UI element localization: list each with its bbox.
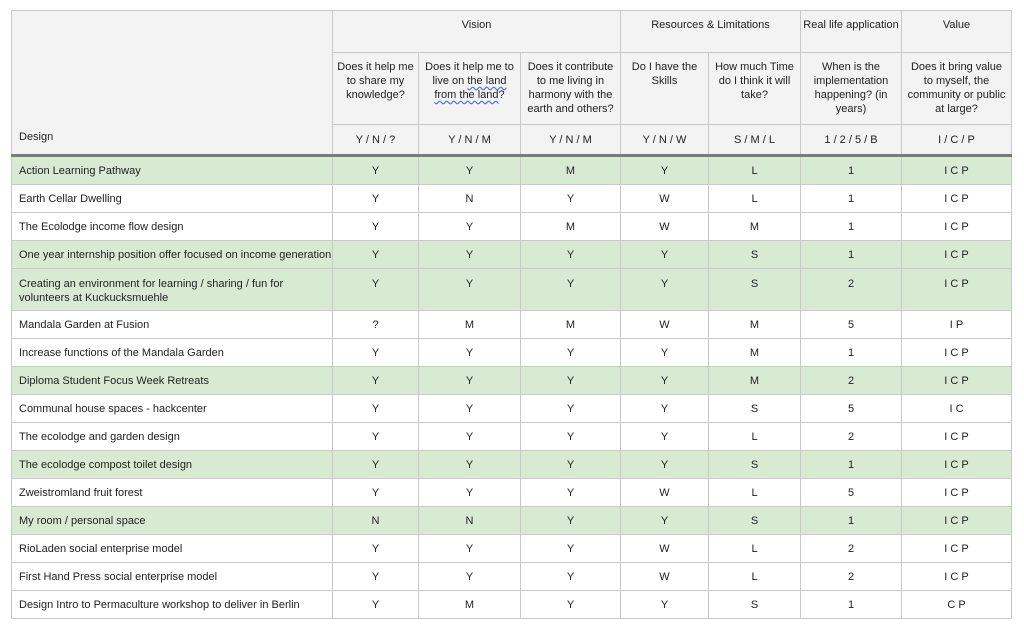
harmony-cell[interactable]: Y: [521, 367, 621, 395]
implementation-years-cell[interactable]: 5: [801, 395, 902, 423]
skills-cell[interactable]: Y: [621, 423, 709, 451]
harmony-cell[interactable]: Y: [521, 451, 621, 479]
value-cell[interactable]: I C P: [902, 423, 1012, 451]
skills-cell[interactable]: W: [621, 185, 709, 213]
share-knowledge-cell[interactable]: Y: [333, 339, 419, 367]
time-question[interactable]: How much Time do I think it will take?: [709, 53, 801, 125]
live-on-land-key[interactable]: Y / N / M: [419, 125, 521, 156]
skills-cell[interactable]: Y: [621, 241, 709, 269]
skills-cell[interactable]: Y: [621, 269, 709, 311]
time-cell[interactable]: L: [709, 535, 801, 563]
harmony-cell[interactable]: Y: [521, 535, 621, 563]
share-knowledge-cell[interactable]: Y: [333, 185, 419, 213]
share-knowledge-cell[interactable]: Y: [333, 269, 419, 311]
table-row: [12, 423, 1012, 451]
design-rows: [12, 156, 1012, 619]
time-cell[interactable]: S: [709, 269, 801, 311]
skills-cell[interactable]: Y: [621, 591, 709, 619]
vision-group-header[interactable]: Vision: [333, 11, 621, 53]
bring-value-question[interactable]: Does it bring value to myself, the community or public at large?: [902, 53, 1012, 125]
time-cell[interactable]: S: [709, 451, 801, 479]
harmony-cell[interactable]: Y: [521, 423, 621, 451]
time-cell[interactable]: S: [709, 507, 801, 535]
table-row: [12, 451, 1012, 479]
value-cell[interactable]: C P: [902, 591, 1012, 619]
harmony-cell[interactable]: Y: [521, 563, 621, 591]
design-name-cell[interactable]: My room / personal space: [12, 507, 333, 535]
harmony-cell[interactable]: Y: [521, 185, 621, 213]
table-row: [12, 185, 1012, 213]
harmony-key[interactable]: Y / N / M: [521, 125, 621, 156]
table-row: [12, 395, 1012, 423]
share-knowledge-cell[interactable]: Y: [333, 563, 419, 591]
spellcheck-underlined-text: the land from the land: [434, 75, 507, 101]
harmony-cell[interactable]: Y: [521, 241, 621, 269]
time-cell[interactable]: M: [709, 213, 801, 241]
design-name-cell[interactable]: The ecolodge compost toilet design: [12, 451, 333, 479]
implementation-question[interactable]: When is the implementation happening? (in years): [801, 53, 902, 125]
harmony-cell[interactable]: Y: [521, 395, 621, 423]
harmony-cell[interactable]: Y: [521, 479, 621, 507]
time-cell[interactable]: L: [709, 563, 801, 591]
implementation-years-cell[interactable]: 2: [801, 367, 902, 395]
table-row: [12, 156, 1012, 185]
live-on-land-cell[interactable]: N: [419, 507, 521, 535]
share-knowledge-cell[interactable]: N: [333, 507, 419, 535]
value-cell[interactable]: I C P: [902, 269, 1012, 311]
skills-cell[interactable]: W: [621, 311, 709, 339]
implementation-years-cell[interactable]: 1: [801, 213, 902, 241]
live-on-land-question[interactable]: [419, 53, 521, 125]
table-row: [12, 479, 1012, 507]
bring-value-key[interactable]: I / C / P: [902, 125, 1012, 156]
share-knowledge-cell[interactable]: Y: [333, 156, 419, 185]
value-cell[interactable]: I C P: [902, 507, 1012, 535]
value-group-header[interactable]: Value: [902, 11, 1012, 53]
time-cell[interactable]: M: [709, 339, 801, 367]
time-cell[interactable]: M: [709, 311, 801, 339]
design-name-cell[interactable]: Design Intro to Permaculture workshop to deliver in Berlin: [12, 591, 333, 619]
value-cell[interactable]: I C P: [902, 451, 1012, 479]
time-cell[interactable]: L: [709, 156, 801, 185]
harmony-cell[interactable]: Y: [521, 269, 621, 311]
table-row: [12, 591, 1012, 619]
value-cell[interactable]: I C P: [902, 185, 1012, 213]
real-life-group-header[interactable]: Real life application: [801, 11, 902, 53]
value-cell[interactable]: I C P: [902, 241, 1012, 269]
share-knowledge-cell[interactable]: Y: [333, 591, 419, 619]
value-cell[interactable]: I C: [902, 395, 1012, 423]
live-on-land-cell[interactable]: Y: [419, 156, 521, 185]
harmony-cell[interactable]: M: [521, 156, 621, 185]
implementation-years-cell[interactable]: 2: [801, 269, 902, 311]
implementation-years-cell[interactable]: 1: [801, 339, 902, 367]
live-on-land-cell[interactable]: Y: [419, 451, 521, 479]
table-row: [12, 507, 1012, 535]
live-on-land-cell[interactable]: Y: [419, 367, 521, 395]
live-on-land-cell[interactable]: M: [419, 591, 521, 619]
skills-question[interactable]: Do I have the Skills: [621, 53, 709, 125]
live-on-land-cell[interactable]: Y: [419, 395, 521, 423]
design-name-cell[interactable]: Mandala Garden at Fusion: [12, 311, 333, 339]
design-name-cell[interactable]: RioLaden social enterprise model: [12, 535, 333, 563]
live-on-land-question-start: Does it help me to live on: [425, 61, 514, 87]
skills-cell[interactable]: Y: [621, 395, 709, 423]
share-knowledge-question[interactable]: Does it help me to share my knowledge?: [333, 53, 419, 125]
design-name-cell[interactable]: One year internship position offer focused on income generation: [12, 241, 333, 269]
value-cell[interactable]: I C P: [902, 156, 1012, 185]
harmony-cell[interactable]: Y: [521, 591, 621, 619]
design-name-cell[interactable]: Earth Cellar Dwelling: [12, 185, 333, 213]
implementation-years-cell[interactable]: 1: [801, 591, 902, 619]
live-on-land-cell[interactable]: Y: [419, 339, 521, 367]
implementation-years-cell[interactable]: 2: [801, 535, 902, 563]
live-on-land-cell[interactable]: N: [419, 185, 521, 213]
design-name-cell[interactable]: Diploma Student Focus Week Retreats: [12, 367, 333, 395]
table-row: [12, 269, 1012, 311]
skills-cell[interactable]: W: [621, 535, 709, 563]
group-header-row: [12, 11, 1012, 53]
share-knowledge-cell[interactable]: ?: [333, 311, 419, 339]
implementation-years-cell[interactable]: 1: [801, 156, 902, 185]
share-knowledge-cell[interactable]: Y: [333, 535, 419, 563]
implementation-years-cell[interactable]: 1: [801, 185, 902, 213]
design-name-cell[interactable]: Action Learning Pathway: [12, 156, 333, 185]
value-cell[interactable]: I C P: [902, 479, 1012, 507]
table-row: [12, 367, 1012, 395]
table-row: [12, 241, 1012, 269]
share-knowledge-cell[interactable]: Y: [333, 241, 419, 269]
harmony-cell[interactable]: Y: [521, 339, 621, 367]
share-knowledge-cell[interactable]: Y: [333, 213, 419, 241]
design-name-cell[interactable]: Communal house spaces - hackcenter: [12, 395, 333, 423]
value-cell[interactable]: I C P: [902, 563, 1012, 591]
share-knowledge-cell[interactable]: Y: [333, 451, 419, 479]
skills-cell[interactable]: W: [621, 213, 709, 241]
time-key[interactable]: S / M / L: [709, 125, 801, 156]
design-name-cell[interactable]: The Ecolodge income flow design: [12, 213, 333, 241]
time-cell[interactable]: L: [709, 479, 801, 507]
time-cell[interactable]: L: [709, 423, 801, 451]
implementation-years-cell[interactable]: 1: [801, 451, 902, 479]
implementation-years-cell[interactable]: 2: [801, 423, 902, 451]
time-cell[interactable]: S: [709, 241, 801, 269]
implementation-years-cell[interactable]: 5: [801, 479, 902, 507]
implementation-years-cell[interactable]: 5: [801, 311, 902, 339]
live-on-land-cell[interactable]: Y: [419, 423, 521, 451]
design-name-cell[interactable]: The ecolodge and garden design: [12, 423, 333, 451]
live-on-land-cell[interactable]: Y: [419, 269, 521, 311]
time-cell[interactable]: M: [709, 367, 801, 395]
live-on-land-cell[interactable]: Y: [419, 479, 521, 507]
design-column-header[interactable]: Design: [12, 11, 333, 156]
skills-cell[interactable]: Y: [621, 451, 709, 479]
skills-key[interactable]: Y / N / W: [621, 125, 709, 156]
table-row: [12, 563, 1012, 591]
implementation-key[interactable]: 1 / 2 / 5 / B: [801, 125, 902, 156]
design-name-cell[interactable]: First Hand Press social enterprise model: [12, 563, 333, 591]
live-on-land-cell[interactable]: Y: [419, 563, 521, 591]
live-on-land-cell[interactable]: Y: [419, 535, 521, 563]
time-cell[interactable]: S: [709, 591, 801, 619]
skills-cell[interactable]: Y: [621, 507, 709, 535]
value-cell[interactable]: I C P: [902, 535, 1012, 563]
live-on-land-question-end: ?: [498, 89, 505, 101]
table-row: [12, 339, 1012, 367]
skills-cell[interactable]: Y: [621, 339, 709, 367]
value-cell[interactable]: I C P: [902, 367, 1012, 395]
value-cell[interactable]: I C P: [902, 213, 1012, 241]
design-name-cell[interactable]: Zweistromland fruit forest: [12, 479, 333, 507]
implementation-years-cell[interactable]: 1: [801, 241, 902, 269]
skills-cell[interactable]: W: [621, 563, 709, 591]
harmony-cell[interactable]: Y: [521, 507, 621, 535]
design-evaluation-sheet: [11, 10, 1012, 619]
design-name-cell[interactable]: Creating an environment for learning / sharing / fun for volunteers at Kuckucksmuehle: [12, 269, 333, 311]
skills-cell[interactable]: Y: [621, 156, 709, 185]
skills-cell[interactable]: Y: [621, 367, 709, 395]
live-on-land-cell[interactable]: Y: [419, 213, 521, 241]
share-knowledge-cell[interactable]: Y: [333, 395, 419, 423]
share-knowledge-cell[interactable]: Y: [333, 479, 419, 507]
harmony-question[interactable]: Does it contribute to me living in harmony with the earth and others?: [521, 53, 621, 125]
harmony-cell[interactable]: M: [521, 213, 621, 241]
resources-group-header[interactable]: Resources & Limitations: [621, 11, 801, 53]
table-row: [12, 535, 1012, 563]
design-evaluation-table: [11, 10, 1012, 619]
time-cell[interactable]: L: [709, 185, 801, 213]
value-cell[interactable]: I P: [902, 311, 1012, 339]
table-row: [12, 213, 1012, 241]
value-cell[interactable]: I C P: [902, 339, 1012, 367]
implementation-years-cell[interactable]: 1: [801, 507, 902, 535]
share-knowledge-key[interactable]: Y / N / ?: [333, 125, 419, 156]
harmony-cell[interactable]: M: [521, 311, 621, 339]
live-on-land-cell[interactable]: M: [419, 311, 521, 339]
skills-cell[interactable]: W: [621, 479, 709, 507]
design-name-cell[interactable]: Increase functions of the Mandala Garden: [12, 339, 333, 367]
implementation-years-cell[interactable]: 2: [801, 563, 902, 591]
time-cell[interactable]: S: [709, 395, 801, 423]
table-row: [12, 311, 1012, 339]
share-knowledge-cell[interactable]: Y: [333, 423, 419, 451]
share-knowledge-cell[interactable]: Y: [333, 367, 419, 395]
live-on-land-cell[interactable]: Y: [419, 241, 521, 269]
